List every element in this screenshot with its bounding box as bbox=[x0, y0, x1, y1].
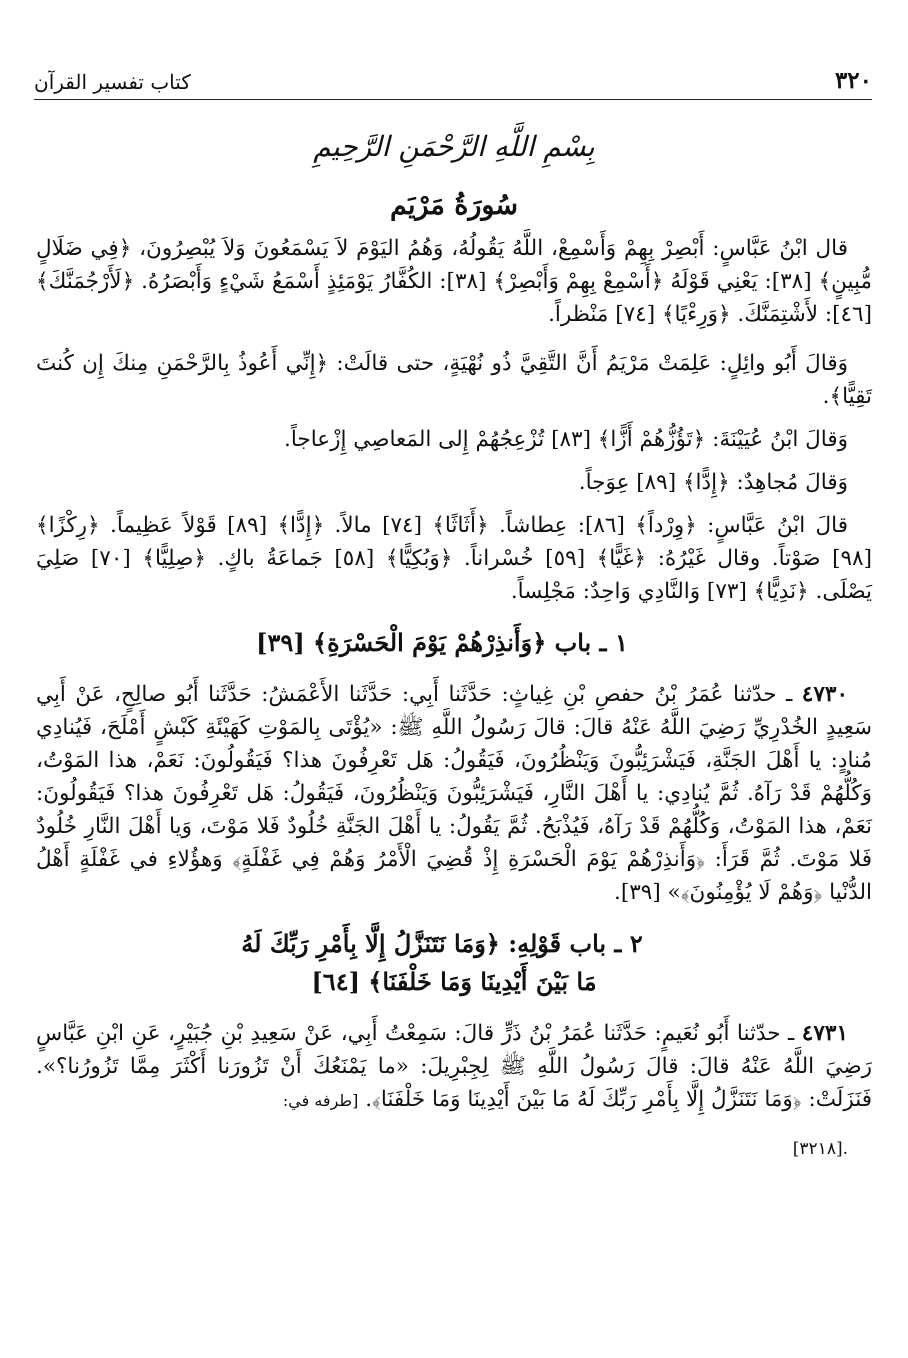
chapter-2-heading-line-1: ٢ ـ باب قَوْلِهِ: ﴿وَمَا نَتَنَزَّلُ إِلَّا بِأَمْرِ رَبِّكَ لَهُ bbox=[241, 929, 643, 958]
hadith-4731 bbox=[36, 1017, 872, 1117]
paragraph-4: وَقالَ مُجاهِدٌ: ﴿إِدًّا﴾ [٨٩] عِوَجاً. bbox=[578, 470, 848, 495]
cross-reference-number: .[٣٢١٨] bbox=[792, 1139, 848, 1159]
basmala: بِسْمِ اللَّهِ الرَّحْمَنِ الرَّحِيمِ bbox=[313, 130, 595, 163]
hadith-number: ٤٧٣٠ bbox=[801, 682, 848, 707]
hadith-4730 bbox=[36, 678, 872, 909]
chapter-2-heading bbox=[36, 925, 872, 1001]
body-text bbox=[36, 232, 872, 1182]
chapter-1-heading: ١ ـ باب ﴿وَأَنذِرْهُمْ يَوْمَ الْحَسْرَةِ﴾ [٣٩] bbox=[256, 628, 628, 657]
hadith-number: ٤٧٣١ bbox=[801, 1021, 848, 1046]
cross-reference-note: [طرفه في: bbox=[282, 1091, 359, 1110]
hadith-text: ـ حدّثنا عُمَرُ بْنُ حفصِ بْنِ غِياثٍ: حَدَّثَنا أَبِي: حَدَّثَنا الأَعْمَشُ: حَدَّثَنا أَبُو صالِحٍ، عَنْ أَبِي سَعِيدٍ الخُدْرِيِّ رَضِيَ اللَّهُ عَنْهُ قالَ: قالَ رَسُولُ اللَّهِ ﷺ: «يُؤْتَى بِالمَوْتِ كَهَيْئَةِ كَبْشٍ أَمْلَحَ، فَيُنادِي مُنادٍ: يا أَهْلَ الجَنَّةِ، فَيَشْرَئِبُّونَ وَيَنْظُرُونَ، فَيَقُولُ: هَل تَعْرِفُونَ هذا؟ فَيَقُولُونَ: نَعَمْ، هذا المَوْتُ، وَكُلُّهُمْ قَدْ رَآهُ. ثُمَّ يُنادِي: يا أَهْلَ النَّارِ، فَيَشْرَئِبُّونَ وَيَنْظُرُونَ، فَيَقُولُ: هَل تَعْرِفُونَ هذا؟ فَيَقُولُونَ: نَعَمْ، هذا المَوْتُ، وَكُلُّهُمْ قَدْ رَآهُ، فَيُذْبَحُ. ثُمَّ يَقُولُ: يا أَهْلَ الجَنَّةِ خُلُودٌ فَلا مَوْتَ، وَيا أَهْلَ النَّارِ خُلُودٌ فَلا مَوْتَ. ثُمَّ قَرَأَ: ﴿وَأَنذِرْهُمْ يَوْمَ الْحَسْرَةِ إِذْ قُضِيَ الْأَمْرُ وَهُمْ فِي غَفْلَةٍ﴾ وَهؤُلاءِ في غَفْلَةٍ أَهْلُ الدُّنْيا ﴿وَهُمْ لَا يُؤْمِنُونَ﴾» [٣٩]. bbox=[36, 682, 872, 905]
hadith-text: ـ حدّثنا أَبُو نُعَيمٍ: حَدَّثَنا عُمَرُ بْنُ ذَرٍّ قالَ: سَمِعْتُ أَبِي، عَنْ سَعِيدِ بْنِ جُبَيْرٍ، عَنِ ابْنِ عَبَّاسٍ رَضِيَ اللَّهُ عَنْهُ قالَ: قالَ رَسُولُ اللَّهِ ﷺ لِجِبْرِيلَ: «ما يَمْنَعُكَ أَنْ تَزُورَنا أَكْثَرَ مِمَّا تَزُورُنا؟». فَنَزَلَتْ: ﴿وَمَا نَتَنَزَّلُ إِلَّا بِأَمْرِ رَبِّكَ لَهُ مَا بَيْنَ أَيْدِينَا وَمَا خَلْفَنَا﴾. bbox=[36, 1021, 872, 1112]
page-header bbox=[34, 58, 872, 94]
page-number: ٣٢٠ bbox=[834, 67, 872, 94]
paragraph-3: وَقالَ ابْنُ عُيَيْنَةَ: ﴿تَؤُزُّهُمْ أَزًّا﴾ [٨٣] تُزْعِجُهُمْ إِلى المَعاصِي إِزْعاجاً. bbox=[284, 427, 848, 452]
paragraph-5: قالَ ابْنُ عَبَّاسٍ: ﴿وِرْداً﴾ [٨٦]: عِطاشاً. ﴿أَثَاثًا﴾ [٧٤] مالاً. ﴿إِدًّا﴾ [٨٩] قَوْلاً عَظِيماً. ﴿رِكْزًا﴾ [٩٨] صَوْتاً. وقال غَيْرُهُ: ﴿غَيًّا﴾ [٥٩] خُسْراناً. ﴿وَبُكِيًّا﴾ [٥٨] جَماعَةُ باكٍ. ﴿صِلِيًّا﴾ [٧٠] صَلِيَ يَصْلَى. ﴿نَدِيًّا﴾ [٧٣] وَالنَّادِي وَاحِدٌ: مَجْلِساً. bbox=[36, 513, 872, 604]
chapter-2-heading-line-2: مَا بَيْنَ أَيْدِينَا وَمَا خَلْفَنَا﴾ [٦٤] bbox=[311, 967, 597, 996]
paragraph-1: قال ابْنُ عَبَّاسٍ: أَبْصِرْ بِهِمْ وَأَسْمِعْ، اللَّهُ يَقُولُهُ، وَهُمُ اليَوْمَ لاَ يَسْمَعُونَ وَلاَ يُبْصِرُونَ، ﴿فِي ضَلَالٍ مُّبِينٍ﴾ [٣٨]: يَعْنِي قَوْلَهُ ﴿أَسْمِعْ بِهِمْ وَأَبْصِرْ﴾ [٣٨]: الكُفَّارُ يَوْمَئِذٍ أَسْمَعُ شَيْءٍ وَأَبْصَرُهُ. ﴿لَأَرْجُمَنَّكَ﴾ [٤٦]: لأَشْتِمَنَّكَ. ﴿وَرِءْيًا﴾ [٧٤] مَنْظراً. bbox=[36, 236, 872, 327]
paragraph-2: وَقالَ أَبُو وائِلٍ: عَلِمَتْ مَرْيَمُ أَنَّ التَّقِيَّ ذُو نُهْيَةٍ، حتى قالَتْ: ﴿إِنِّي أَعُوذُ بِالرَّحْمَنِ مِنكَ إِن كُنتَ تَقِيًّا﴾. bbox=[36, 351, 872, 409]
header-rule bbox=[34, 99, 872, 100]
surah-title: سُورَةُ مَرْيَم bbox=[390, 190, 518, 221]
book-title: كتاب تفسير القرآن bbox=[34, 70, 191, 94]
